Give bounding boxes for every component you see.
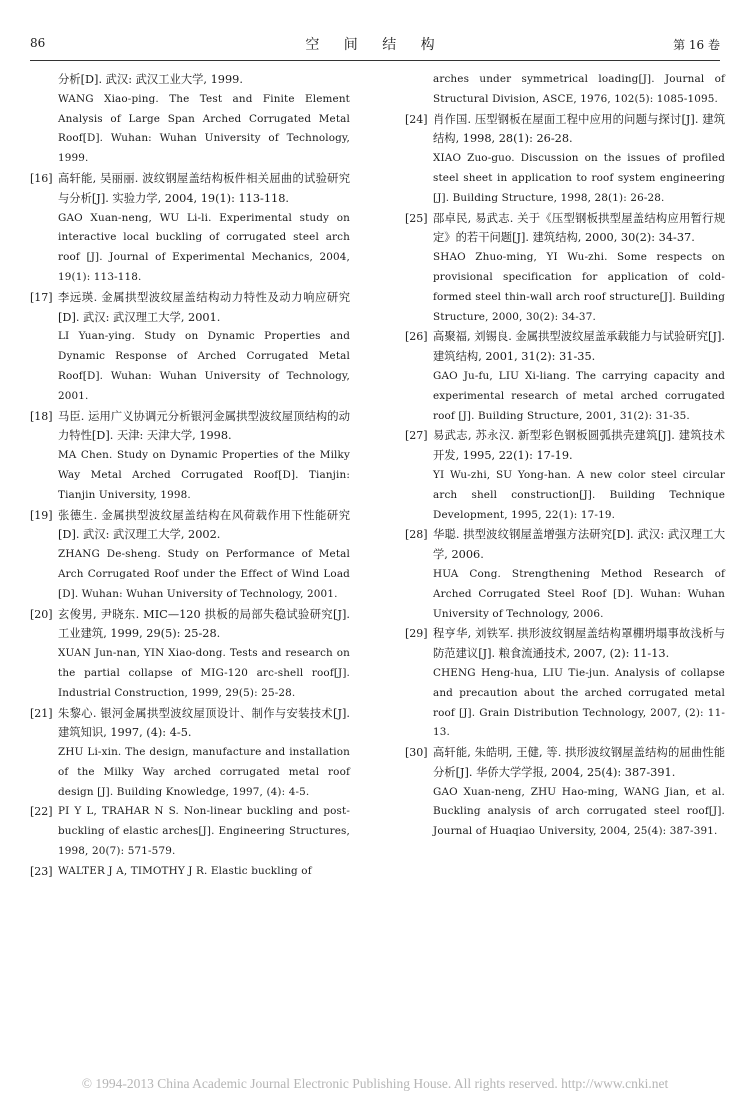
reference-entry (30, 70, 350, 169)
reference-body (405, 624, 725, 743)
reference-body (30, 506, 350, 605)
reference-chinese-text: 邵卓民, 易武志. 关于《压型钢板拱型屋盖结构应用暂行规定》的若干问题[J]. 建筑结构, 2000, 30(2): 34-37. (433, 211, 725, 245)
reference-chinese-text: 李远瑛. 金属拱型波纹屋盖结构动力特性及动力响应研究[D]. 武汉: 武汉理工大学, 2001. (58, 290, 350, 324)
reference-chinese-text: 分析[D]. 武汉: 武汉工业大学, 1999. (58, 73, 243, 86)
reference-english-text: XUAN Jun-nan, YIN Xiao-dong. Tests and research on the partial collapse of MIG-120 arc-shell roof[J]. Industrial Construction, 1999, 29(5): 25-28. (58, 647, 350, 699)
reference-english-text: CHENG Heng-hua, LIU Tie-jun. Analysis of collapse and precaution about the arched corrugated metal roof [J]. Grain Distribution Technology, 2007, (2): 11-13. (433, 666, 725, 739)
reference-english-text: HUA Cong. Strengthening Method Research of Arched Corrugated Steel Roof [D]. Wuhan: Wuhan University of Technology, 2006. (433, 567, 725, 620)
reference-number: [23] (30, 864, 53, 878)
references-left-column (30, 70, 350, 882)
reference-body (405, 743, 725, 842)
reference-number: [29] (405, 627, 428, 641)
reference-chinese-text: 高轩能, 吴丽丽. 波纹钢屋盖结构板件相关屈曲的试验研究与分析[J]. 实验力学, 2004, 19(1): 113-118. (58, 171, 350, 205)
reference-english-text: SHAO Zhuo-ming, YI Wu-zhi. Some respects on provisional specification for application of cold-formed steel thin-wall arch roof structure[J]. Building Structure, 2000, 30(2): 34-37. (433, 251, 725, 323)
journal-title: 空 间 结 构 (305, 37, 445, 53)
reference-body (405, 525, 725, 624)
reference-number: [18] (30, 409, 53, 423)
reference-number: [17] (30, 290, 53, 304)
reference-chinese-text: 张德生. 金属拱型波纹屋盖结构在风荷载作用下性能研究[D]. 武汉: 武汉理工大学, 2002. (58, 508, 350, 542)
header-rule (30, 60, 720, 61)
reference-english-text: LI Yuan-ying. Study on Dynamic Properties and Dynamic Response of Arched Corrugated Metal Roof[D]. Wuhan: Wuhan University of Technology, 2001. (58, 330, 350, 402)
volume-label: 第 16 卷 (673, 38, 720, 52)
reference-body (30, 704, 350, 803)
page-number: 86 (30, 36, 46, 50)
reference-number: [20] (30, 607, 53, 621)
reference-number: [26] (405, 330, 428, 344)
reference-number: [19] (30, 508, 53, 522)
reference-entry (30, 288, 350, 407)
reference-entry (405, 209, 725, 328)
copyright-footer: © 1994-2013 China Academic Journal Electronic Publishing House. All rights reserved. http://www.cnki.net (81, 1076, 669, 1091)
reference-entry (405, 525, 725, 624)
reference-entry (30, 862, 350, 882)
reference-chinese-text: 玄俊男, 尹晓东. MIC—120 拱板的局部失稳试验研究[J]. 工业建筑, 1999, 29(5): 25-28. (58, 607, 350, 641)
reference-body (30, 862, 350, 882)
references-right-column (405, 70, 725, 842)
reference-entry (405, 110, 725, 209)
reference-number: [24] (405, 112, 428, 126)
reference-english-text: XIAO Zuo-guo. Discussion on the issues of profiled steel sheet in application to roof system engineering [J]. Building Structure, 1998, 28(1): 26-28. (433, 152, 725, 204)
reference-english-text: WANG Xiao-ping. The Test and Finite Element Analysis of Large Span Arched Corrugated Metal Roof[D]. Wuhan: Wuhan University of Technology, 1999. (58, 92, 350, 165)
reference-english-text: arches under symmetrical loading[J]. Journal of Structural Division, ASCE, 1976, 102(5): 1085-1095. (433, 73, 725, 105)
reference-number: [22] (30, 805, 53, 819)
reference-entry (30, 506, 350, 605)
reference-english-text: ZHANG De-sheng. Study on Performance of Metal Arch Corrugated Roof under the Effect of Wind Load [D]. Wuhan: Wuhan University of Technology, 2001. (58, 548, 350, 600)
reference-english-text: WALTER J A, TIMOTHY J R. Elastic buckling of (58, 864, 312, 877)
reference-chinese-text: 易武志, 苏永汉. 新型彩色钢板圆弧拱壳建筑[J]. 建筑技术开发, 1995, 22(1): 17-19. (433, 429, 725, 463)
reference-english-text: ZHU Li-xin. The design, manufacture and installation of the Milky Way arched corrugated metal roof design [J]. Building Knowledge, 1997, (4): 4-5. (58, 746, 350, 798)
reference-chinese-text: 高轩能, 朱皓明, 王健, 等. 拱形波纹钢屋盖结构的屈曲性能分析[J]. 华侨大学学报, 2004, 25(4): 387-391. (433, 746, 725, 779)
reference-chinese-text: 肖作国. 压型钢板在屋面工程中应用的问题与探讨[J]. 建筑结构, 1998, 28(1): 26-28. (433, 112, 725, 146)
reference-chinese-text: 程亨华, 刘铁军. 拱形波纹钢屋盖结构罩棚坍塌事故浅析与防范建议[J]. 粮食流通技术, 2007, (2): 11-13. (433, 627, 725, 661)
reference-chinese-text: 朱黎心. 银河金属拱型波纹屋顶设计、制作与安装技术[J]. 建筑知识, 1997, (4): 4-5. (58, 706, 350, 740)
reference-entry (30, 407, 350, 506)
reference-entry (405, 624, 725, 743)
reference-body (30, 802, 350, 861)
reference-number: [28] (405, 528, 428, 542)
reference-entry (30, 802, 350, 861)
reference-entry (30, 169, 350, 288)
reference-entry (405, 327, 725, 426)
reference-entry (30, 605, 350, 704)
reference-entry (405, 426, 725, 525)
reference-number: [25] (405, 211, 428, 225)
reference-body (405, 426, 725, 525)
reference-body (405, 110, 725, 209)
reference-body (30, 169, 350, 288)
reference-english-text: GAO Ju-fu, LIU Xi-liang. The carrying capacity and experimental research of metal arched corrugated roof [J]. Building Structure, 2001, 31(2): 31-35. (433, 369, 725, 422)
reference-body (30, 70, 350, 169)
reference-body (405, 70, 725, 110)
reference-number: [16] (30, 171, 53, 185)
reference-body (405, 209, 725, 328)
reference-chinese-text: 华聪. 拱型波纹钢屋盖增强方法研究[D]. 武汉: 武汉理工大学, 2006. (433, 528, 725, 562)
reference-entry (405, 70, 725, 110)
reference-english-text: MA Chen. Study on Dynamic Properties of the Milky Way Metal Arched Corrugated Roof[D]. Tianjin: Tianjin University, 1998. (58, 449, 350, 501)
reference-english-text: YI Wu-zhi, SU Yong-han. A new color steel circular arch shell construction[J]. Building Technique Development, 1995, 22(1): 17-19. (433, 468, 725, 521)
reference-body (405, 327, 725, 426)
reference-body (30, 605, 350, 704)
reference-body (30, 407, 350, 506)
reference-body (30, 288, 350, 407)
reference-number: [21] (30, 706, 53, 720)
reference-english-text: GAO Xuan-neng, ZHU Hao-ming, WANG Jian, et al. Buckling analysis of arch corrugated steel roof[J]. Journal of Huaqiao University, 2004, 25(4): 387-391. (433, 785, 725, 838)
reference-entry (405, 743, 725, 842)
reference-chinese-text: 高聚福, 刘锡良. 金属拱型波纹屋盖承载能力与试验研究[J]. 建筑结构, 2001, 31(2): 31-35. (433, 330, 725, 364)
page-header (30, 36, 720, 58)
reference-number: [30] (405, 746, 428, 760)
reference-english-text: PI Y L, TRAHAR N S. Non-linear buckling and post-buckling of elastic arches[J]. Engineering Structures, 1998, 20(7): 571-579. (58, 805, 350, 858)
reference-english-text: GAO Xuan-neng, WU Li-li. Experimental study on interactive local buckling of corrugated steel arch roof [J]. Journal of Experimental Mechanics, 2004, 19(1): 113-118. (58, 211, 350, 283)
reference-entry (30, 704, 350, 803)
reference-number: [27] (405, 429, 428, 443)
reference-chinese-text: 马臣. 运用广义协调元分析银河金属拱型波纹屋顶结构的动力特性[D]. 天津: 天津大学, 1998. (58, 409, 350, 443)
